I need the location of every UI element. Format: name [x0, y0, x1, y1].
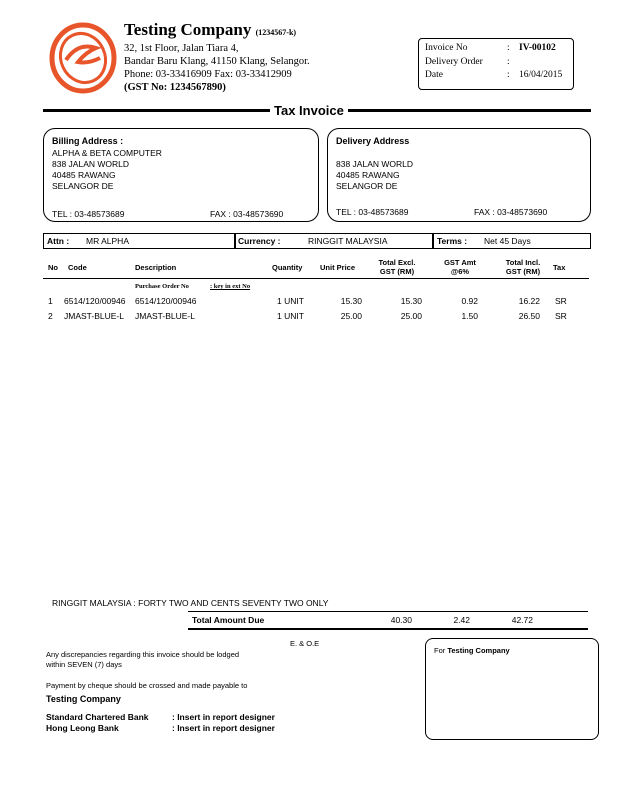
- currency-label: Currency :: [238, 236, 281, 246]
- bank-2-value: : Insert in report designer: [172, 723, 275, 733]
- total-incl: 42.72: [511, 615, 533, 625]
- billing-tel: TEL : 03-48573689: [52, 209, 125, 219]
- discrepancy-note: [46, 650, 239, 670]
- divider: [234, 234, 236, 248]
- company-address: [124, 42, 310, 94]
- billing-line: 40485 RAWANG: [52, 170, 116, 180]
- total-amount-label: Total Amount Due: [192, 615, 265, 625]
- col-total-excl: [372, 258, 422, 276]
- row-1-no: 1: [48, 296, 53, 306]
- page-title: Tax Invoice: [270, 103, 348, 118]
- address-line-2: Bandar Baru Klang, 41150 Klang, Selangor.: [124, 56, 310, 67]
- currency-value: RINGGIT MALAYSIA: [308, 236, 388, 246]
- attn-bar: [43, 233, 591, 249]
- company-name: Testing Company (1234567-k): [124, 20, 297, 39]
- terms-label: Terms :: [437, 236, 468, 246]
- attn-label: Attn :: [47, 236, 70, 246]
- col-gst-line1: GST Amt: [444, 258, 476, 267]
- row-2-total-excl: 25.00: [400, 311, 422, 321]
- billing-line: SELANGOR DE: [52, 181, 114, 191]
- gst-number: (GST No: 1234567890): [124, 82, 226, 93]
- row-2-quantity: 1 UNIT: [277, 311, 304, 321]
- delivery-line: 838 JALAN WORLD: [336, 159, 413, 169]
- billing-fax: FAX : 03-48573690: [210, 209, 284, 219]
- row-2-tax: SR: [555, 311, 567, 321]
- po-label: Purchase Order No: [135, 283, 189, 290]
- col-total-incl-line2: GST (RM): [505, 267, 541, 276]
- for-company: Testing Company: [447, 646, 510, 655]
- discrepancy-line-2: within SEVEN (7) days: [46, 660, 122, 669]
- totals-rule-top: [188, 611, 588, 612]
- row-2-code: JMAST-BLUE-L: [64, 311, 124, 321]
- delivery-line: SELANGOR DE: [336, 181, 398, 191]
- delivery-tel: TEL : 03-48573689: [336, 207, 409, 217]
- for-label: For: [434, 646, 446, 655]
- discrepancy-line-1: Any discrepancies regarding this invoice should be lodged: [46, 650, 240, 659]
- invoice-no-label: Invoice No: [425, 43, 468, 53]
- colon: :: [507, 57, 510, 67]
- col-gst-line2: @6%: [450, 267, 470, 276]
- col-total-incl-line1: Total Incl.: [505, 258, 541, 267]
- bank-1-name: Standard Chartered Bank: [46, 712, 149, 722]
- terms-value: Net 45 Days: [484, 236, 531, 246]
- row-1-total-excl: 15.30: [400, 296, 422, 306]
- invoice-info-box: [418, 38, 574, 90]
- delivery-line: 40485 RAWANG: [336, 170, 400, 180]
- billing-heading: Billing Address :: [52, 136, 124, 146]
- col-unit-price: Unit Price: [320, 263, 356, 272]
- amount-in-words: RINGGIT MALAYSIA : FORTY TWO AND CENTS SEVENTY TWO ONLY: [52, 598, 329, 608]
- billing-line: ALPHA & BETA COMPUTER: [52, 148, 162, 158]
- row-1-tax: SR: [555, 296, 567, 306]
- row-2-total-incl: 26.50: [518, 311, 540, 321]
- delivery-heading: Delivery Address: [336, 136, 410, 146]
- col-gst-amt: [440, 258, 480, 276]
- col-description: Description: [135, 263, 177, 272]
- row-2-unit-price: 25.00: [340, 311, 362, 321]
- cheque-note: Payment by cheque should be crossed and made payable to: [46, 681, 248, 690]
- address-line-1: 32, 1st Floor, Jalan Tiara 4,: [124, 43, 239, 54]
- col-total-excl-line2: GST (RM): [379, 267, 415, 276]
- total-excl: 40.30: [390, 615, 412, 625]
- totals-rule-bottom: [188, 628, 588, 630]
- row-2-gst: 1.50: [461, 311, 478, 321]
- col-total-excl-line1: Total Excl.: [378, 258, 416, 267]
- po-value: : key in ext No: [210, 283, 251, 290]
- billing-line: 838 JALAN WORLD: [52, 159, 129, 169]
- delivery-fax: FAX : 03-48573690: [474, 207, 548, 217]
- bank-1-value: : Insert in report designer: [172, 712, 275, 722]
- invoice-no-value: IV-00102: [519, 43, 556, 53]
- col-tax: Tax: [553, 263, 566, 272]
- divider: [432, 234, 434, 248]
- bank-2-name: Hong Leong Bank: [46, 723, 119, 733]
- row-2-no: 2: [48, 311, 53, 321]
- row-1-code: 6514/120/00946: [64, 296, 126, 306]
- company-logo-icon: [48, 22, 118, 94]
- attn-value: MR ALPHA: [86, 236, 129, 246]
- signature-for: [434, 646, 510, 655]
- header-rule: [43, 278, 589, 279]
- colon: :: [507, 43, 510, 53]
- row-1-total-incl: 16.22: [518, 296, 540, 306]
- delivery-lines: [336, 159, 413, 192]
- row-1-quantity: 1 UNIT: [277, 296, 304, 306]
- row-1-gst: 0.92: [461, 296, 478, 306]
- total-gst: 2.42: [453, 615, 470, 625]
- colon: :: [507, 70, 510, 80]
- billing-lines: [52, 148, 162, 192]
- row-2-description: JMAST-BLUE-L: [135, 311, 195, 321]
- date-label: Date: [425, 70, 443, 80]
- row-1-unit-price: 15.30: [340, 296, 362, 306]
- company-reg-no: (1234567-k): [255, 28, 297, 37]
- delivery-order-label: Delivery Order: [425, 57, 483, 67]
- date-value: 16/04/2015: [519, 70, 563, 80]
- row-1-description: 6514/120/00946: [135, 296, 197, 306]
- eoe-note: E. & O.E: [290, 639, 320, 648]
- col-quantity: Quantity: [272, 263, 303, 272]
- col-total-incl: [498, 258, 548, 276]
- phone-fax: Phone: 03-33416909 Fax: 03-33412909: [124, 69, 292, 80]
- col-no: No: [48, 263, 58, 272]
- col-code: Code: [68, 263, 87, 272]
- payee-name: Testing Company: [46, 694, 121, 704]
